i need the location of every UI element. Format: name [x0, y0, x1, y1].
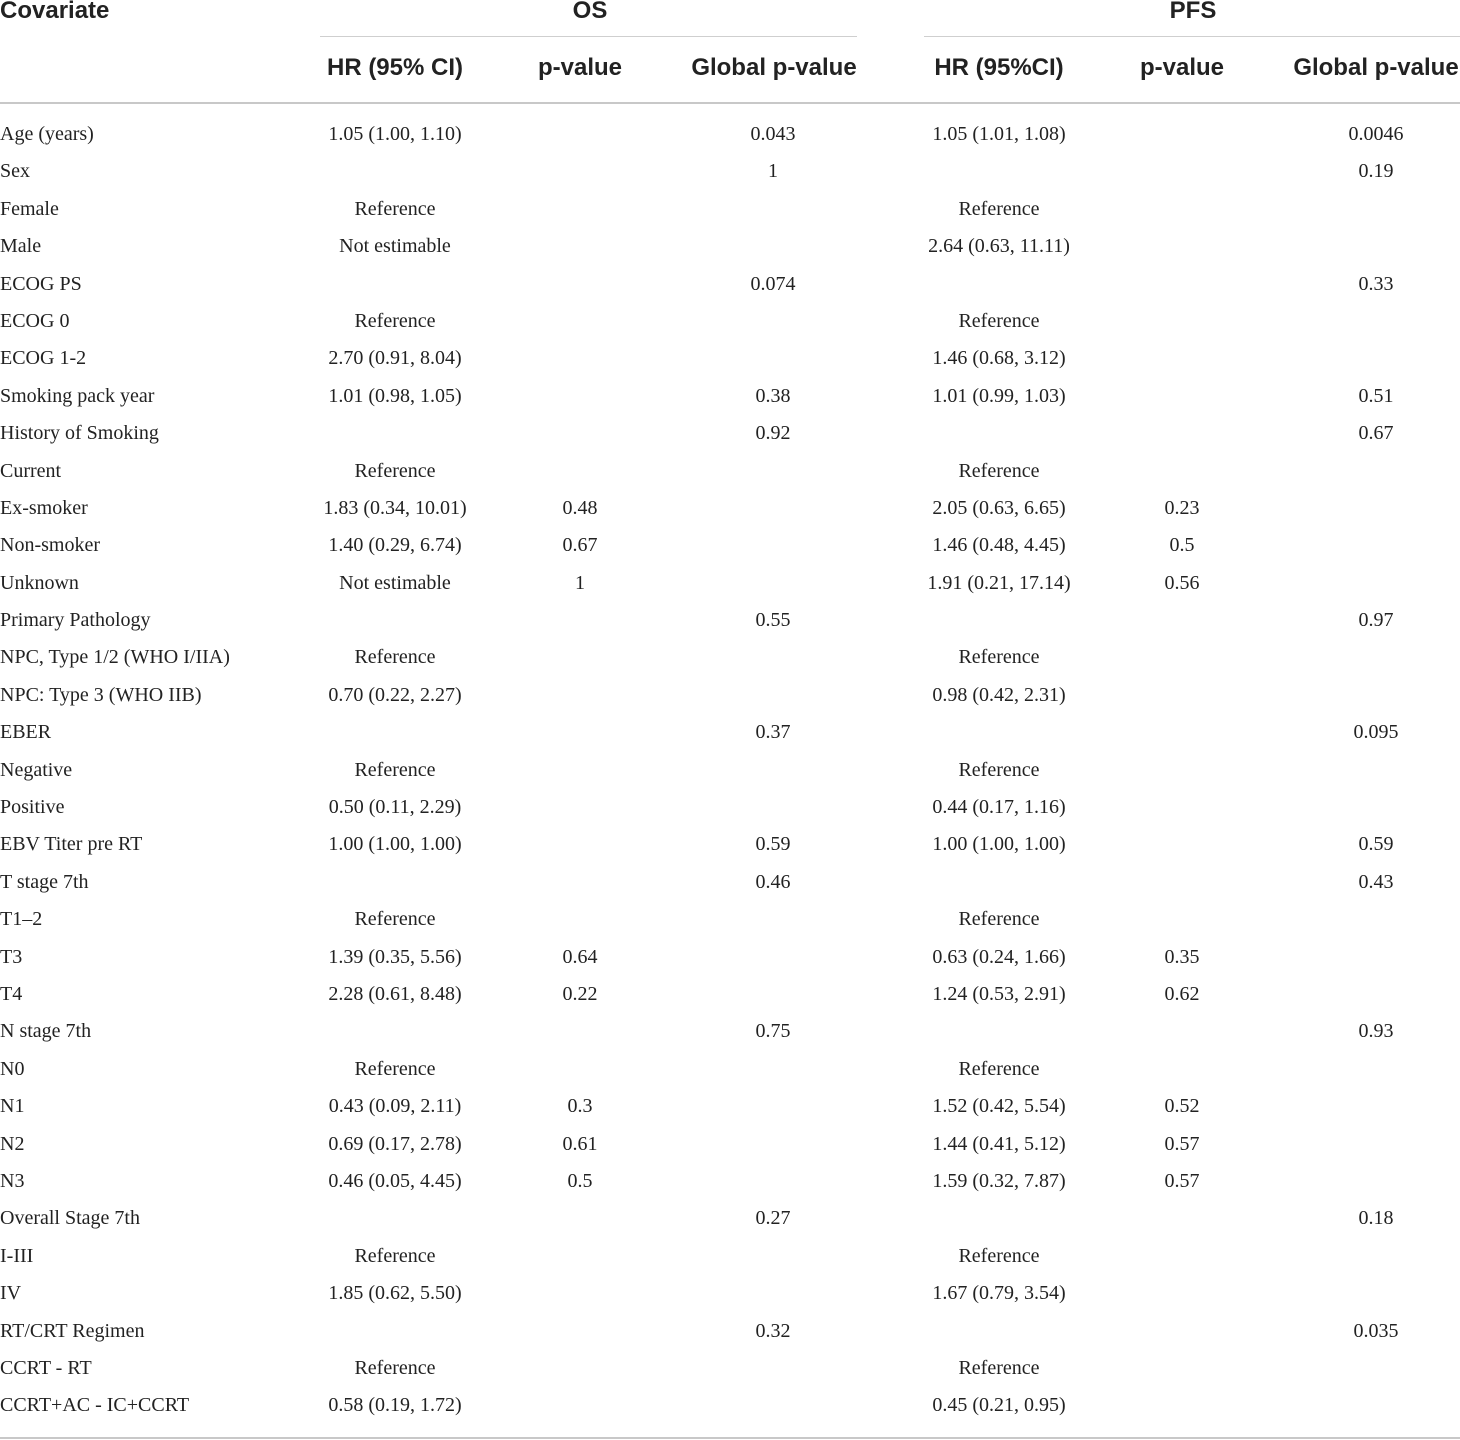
table-row [0, 976, 1460, 1013]
os-p-cell: 0.61 [562, 1132, 598, 1155]
covariate-cell: NPC, Type 1/2 (WHO I/IIA) [0, 646, 230, 669]
os-group-header: OS [572, 0, 608, 24]
covariate-cell: T4 [0, 982, 23, 1005]
pfs-p-cell: 0.5 [1169, 534, 1195, 557]
pfs-p-cell: 0.23 [1164, 496, 1200, 519]
pfs-hr-cell: 0.63 (0.24, 1.66) [932, 945, 1066, 968]
table-row [0, 1126, 1460, 1163]
covariate-cell: History of Smoking [0, 422, 159, 445]
os-hr-cell: Not estimable [339, 571, 451, 594]
table-row [0, 714, 1460, 751]
os-global-p-cell: 0.37 [755, 721, 791, 744]
covariate-cell: T1–2 [0, 908, 43, 931]
covariate-cell: I-III [0, 1244, 34, 1267]
pfs-hr-cell: Reference [958, 459, 1040, 482]
covariate-cell: Current [0, 459, 62, 482]
os-hr-cell: Reference [354, 1244, 436, 1267]
covariate-cell: Unknown [0, 571, 79, 594]
os-hr-cell: 0.58 (0.19, 1.72) [328, 1394, 462, 1417]
os-global-p-cell: 0.043 [750, 123, 796, 145]
table-bottom-rule [0, 1437, 1460, 1439]
os-global-p-cell: 0.27 [755, 1207, 791, 1230]
os-hr-cell: 1.00 (1.00, 1.00) [328, 833, 462, 856]
pfs-hr-cell: Reference [958, 1356, 1040, 1379]
table-row [0, 826, 1460, 863]
table-row [0, 378, 1460, 415]
os-hr-cell: Not estimable [339, 235, 451, 258]
pfs-global-p-cell: 0.59 [1358, 833, 1394, 856]
table-row [0, 1013, 1460, 1050]
os-global-p-cell: 0.75 [755, 1020, 791, 1043]
pfs-global-p-cell: 0.18 [1358, 1207, 1394, 1230]
table-row [0, 1387, 1460, 1424]
table-row [0, 191, 1460, 228]
table-row [0, 1088, 1460, 1125]
os-hr-cell: 1.05 (1.00, 1.10) [328, 123, 462, 145]
table-row [0, 602, 1460, 639]
pfs-p-cell: 0.57 [1164, 1132, 1200, 1155]
covariate-cell: Overall Stage 7th [0, 1207, 140, 1230]
pfs-hr-cell: 1.24 (0.53, 2.91) [932, 982, 1066, 1005]
os-hr-cell: 1.83 (0.34, 10.01) [323, 496, 467, 519]
pfs-global-p-cell: 0.0046 [1348, 123, 1404, 145]
table-body [0, 116, 1460, 1425]
pfs-global-p-cell: 0.67 [1358, 422, 1394, 445]
table-row [0, 752, 1460, 789]
pfs-hr-header: HR (95%CI) [934, 54, 1064, 81]
covariate-cell: N3 [0, 1169, 25, 1192]
pfs-hr-cell: 0.98 (0.42, 2.31) [932, 683, 1066, 706]
os-hr-cell: 1.40 (0.29, 6.74) [328, 534, 462, 557]
covariate-cell: Primary Pathology [0, 609, 151, 632]
pfs-hr-cell: Reference [958, 1057, 1040, 1080]
pfs-group-rule [924, 36, 1460, 37]
table-row [0, 565, 1460, 602]
pfs-hr-cell: 1.05 (1.01, 1.08) [932, 123, 1066, 145]
covariate-cell: N stage 7th [0, 1020, 92, 1043]
table-row [0, 939, 1460, 976]
pfs-p-cell: 0.56 [1164, 571, 1200, 594]
os-hr-header: HR (95% CI) [326, 54, 464, 81]
os-hr-cell: 2.28 (0.61, 8.48) [328, 982, 462, 1005]
table-row [0, 116, 1460, 153]
os-p-cell: 0.5 [567, 1169, 593, 1192]
os-hr-cell: 0.46 (0.05, 4.45) [328, 1169, 462, 1192]
pfs-hr-cell: 1.91 (0.21, 17.14) [927, 571, 1071, 594]
covariate-cell: N1 [0, 1095, 25, 1118]
table-row [0, 1275, 1460, 1312]
os-global-p-cell: 0.92 [755, 422, 791, 445]
covariate-cell: CCRT+AC - IC+CCRT [0, 1394, 190, 1417]
pfs-hr-cell: Reference [958, 197, 1040, 220]
table-row [0, 789, 1460, 826]
os-hr-cell: 0.43 (0.09, 2.11) [328, 1095, 462, 1118]
covariate-cell: T stage 7th [0, 870, 89, 893]
pfs-hr-cell: Reference [958, 1244, 1040, 1267]
table-row [0, 1350, 1460, 1387]
os-hr-cell: Reference [354, 309, 436, 332]
os-hr-cell: Reference [354, 459, 436, 482]
os-hr-cell: Reference [354, 908, 436, 931]
pfs-hr-cell: 1.46 (0.48, 4.45) [932, 534, 1066, 557]
pfs-hr-cell: 1.01 (0.99, 1.03) [932, 384, 1066, 407]
covariate-cell: Smoking pack year [0, 384, 155, 407]
pfs-global-header: Global p-value [1293, 54, 1459, 81]
table-row [0, 266, 1460, 303]
pfs-global-p-cell: 0.93 [1358, 1020, 1394, 1043]
pfs-global-p-cell: 0.035 [1353, 1319, 1399, 1342]
table-row [0, 1200, 1460, 1237]
covariate-cell: CCRT - RT [0, 1356, 92, 1379]
pfs-hr-cell: Reference [958, 646, 1040, 669]
os-global-p-cell: 0.46 [755, 870, 791, 893]
covariate-header: Covariate [0, 0, 110, 24]
os-hr-cell: 1.85 (0.62, 5.50) [328, 1282, 462, 1305]
covariate-cell: NPC: Type 3 (WHO IIB) [0, 683, 202, 706]
os-hr-cell: Reference [354, 646, 436, 669]
os-hr-cell: 0.70 (0.22, 2.27) [328, 683, 462, 706]
pfs-hr-cell: 1.00 (1.00, 1.00) [932, 833, 1066, 856]
os-global-p-cell: 0.59 [755, 833, 791, 856]
pfs-hr-cell: Reference [958, 908, 1040, 931]
pfs-global-p-cell: 0.095 [1353, 721, 1399, 744]
os-p-header: p-value [537, 54, 623, 81]
pfs-group-header: PFS [1169, 0, 1217, 24]
covariate-cell: ECOG 0 [0, 309, 70, 332]
covariate-cell: Age (years) [0, 123, 94, 145]
table-row [0, 1163, 1460, 1200]
covariate-cell: ECOG PS [0, 272, 82, 295]
pfs-p-cell: 0.52 [1164, 1095, 1200, 1118]
os-p-cell: 0.67 [562, 534, 598, 557]
table-row [0, 228, 1460, 265]
pfs-hr-cell: 0.44 (0.17, 1.16) [932, 796, 1066, 819]
pfs-p-cell: 0.57 [1164, 1169, 1200, 1192]
pfs-hr-cell: 1.52 (0.42, 5.54) [932, 1095, 1066, 1118]
covariate-cell: EBER [0, 721, 52, 744]
covariate-cell: Ex-smoker [0, 496, 88, 519]
os-p-cell: 0.22 [562, 982, 598, 1005]
os-hr-cell: Reference [354, 1356, 436, 1379]
os-global-p-cell: 0.38 [755, 384, 791, 407]
table-row [0, 1051, 1460, 1088]
os-global-p-cell: 0.55 [755, 609, 791, 632]
pfs-global-p-cell: 0.19 [1358, 160, 1394, 183]
pfs-global-p-cell: 0.33 [1358, 272, 1394, 295]
os-global-p-cell: 1 [768, 160, 778, 183]
covariate-cell: Sex [0, 160, 30, 183]
covariate-cell: T3 [0, 945, 23, 968]
covariate-cell: Non-smoker [0, 534, 100, 557]
table-row [0, 153, 1460, 190]
os-p-cell: 0.48 [562, 496, 598, 519]
os-global-p-cell: 0.32 [755, 1319, 791, 1342]
table-row [0, 901, 1460, 938]
pfs-hr-cell: 0.45 (0.21, 0.95) [932, 1394, 1066, 1417]
table-row [0, 639, 1460, 676]
os-hr-cell: Reference [354, 197, 436, 220]
covariate-cell: Positive [0, 796, 65, 819]
os-group-rule [320, 36, 857, 37]
covariate-cell: EBV Titer pre RT [0, 833, 143, 856]
table-row [0, 490, 1460, 527]
covariate-cell: N2 [0, 1132, 25, 1155]
table-row [0, 415, 1460, 452]
os-p-cell: 0.64 [562, 945, 598, 968]
header-rule [0, 102, 1460, 104]
os-global-header: Global p-value [691, 54, 857, 81]
table-row [0, 1313, 1460, 1350]
pfs-p-cell: 0.35 [1164, 945, 1200, 968]
os-p-cell: 0.3 [567, 1095, 593, 1118]
covariate-cell: RT/CRT Regimen [0, 1319, 145, 1342]
os-hr-cell: Reference [354, 1057, 436, 1080]
pfs-global-p-cell: 0.51 [1358, 384, 1394, 407]
pfs-hr-cell: 2.64 (0.63, 11.11) [928, 235, 1070, 258]
os-hr-cell: Reference [354, 758, 436, 781]
covariate-cell: N0 [0, 1057, 25, 1080]
pfs-hr-cell: 1.46 (0.68, 3.12) [932, 347, 1066, 370]
pfs-p-cell: 0.62 [1164, 982, 1200, 1005]
os-hr-cell: 1.39 (0.35, 5.56) [328, 945, 462, 968]
os-p-cell: 1 [575, 571, 585, 594]
pfs-global-p-cell: 0.97 [1358, 609, 1394, 632]
pfs-hr-cell: 1.59 (0.32, 7.87) [932, 1169, 1066, 1192]
table-row [0, 303, 1460, 340]
pfs-hr-cell: 1.67 (0.79, 3.54) [932, 1282, 1066, 1305]
table-row [0, 864, 1460, 901]
os-hr-cell: 0.50 (0.11, 2.29) [328, 796, 462, 819]
os-global-p-cell: 0.074 [750, 272, 796, 295]
table-row [0, 1238, 1460, 1275]
pfs-p-header: p-value [1139, 54, 1225, 81]
table-row [0, 527, 1460, 564]
pfs-global-p-cell: 0.43 [1358, 870, 1394, 893]
table-row [0, 677, 1460, 714]
covariate-cell: IV [0, 1282, 22, 1305]
covariate-cell: Female [0, 197, 59, 220]
covariate-cell: Male [0, 235, 42, 258]
pfs-hr-cell: 2.05 (0.63, 6.65) [932, 496, 1066, 519]
covariate-cell: Negative [0, 758, 73, 781]
covariate-cell: ECOG 1-2 [0, 347, 87, 370]
pfs-hr-cell: 1.44 (0.41, 5.12) [932, 1132, 1066, 1155]
os-hr-cell: 0.69 (0.17, 2.78) [328, 1132, 462, 1155]
table-row [0, 340, 1460, 377]
os-hr-cell: 2.70 (0.91, 8.04) [328, 347, 462, 370]
pfs-hr-cell: Reference [958, 309, 1040, 332]
pfs-hr-cell: Reference [958, 758, 1040, 781]
table-row [0, 453, 1460, 490]
os-hr-cell: 1.01 (0.98, 1.05) [328, 384, 462, 407]
